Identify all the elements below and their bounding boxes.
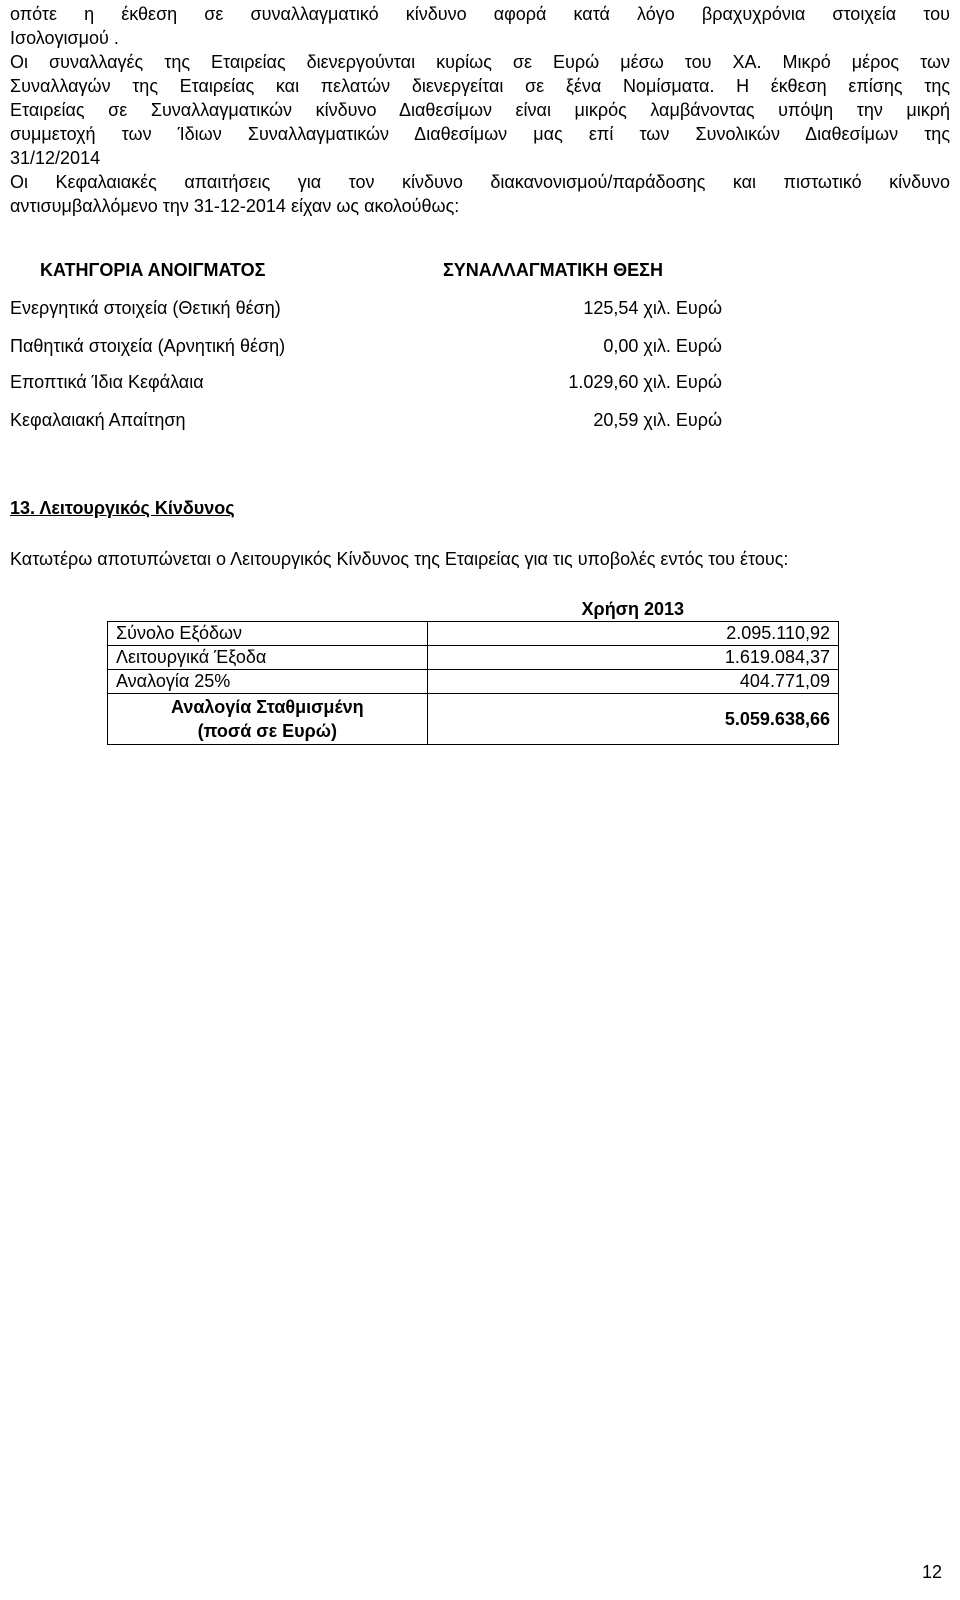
section-title: 13. Λειτουργικός Κίνδυνος xyxy=(10,498,235,518)
exposure-header-row xyxy=(10,260,810,286)
exposure-value: 1.029,60 χιλ. Ευρώ xyxy=(568,372,722,392)
paragraph-line: Εταιρείας σε Συναλλαγματικών κίνδυνο Διαθεσίμων είναι μικρός λαμβάνοντας υπόψη την μικρή xyxy=(10,100,950,120)
total-label-line1: Αναλογία Σταθμισμένη xyxy=(171,697,364,717)
table-total-row xyxy=(108,694,839,745)
column-header-year: Χρήση 2013 xyxy=(427,598,838,622)
paragraph-line: Οι συναλλαγές της Εταιρείας διενεργούνται κυρίως σε Ευρώ μέσω του ΧΑ. Μικρό μέρος των xyxy=(10,52,950,72)
total-label xyxy=(108,694,428,745)
paragraph-line: Οι Κεφαλαιακές απαιτήσεις για τον κίνδυνο διακανονισμού/παράδοσης και πιστωτικό κίνδυνο xyxy=(10,172,950,192)
row-value: 1.619.084,37 xyxy=(427,646,838,670)
paragraph-line: αντισυμβαλλόμενο την 31-12-2014 είχαν ως ακολούθως: xyxy=(10,196,460,216)
section-intro: Κατωτέρω αποτυπώνεται ο Λειτουργικός Κίνδυνος της Εταιρείας για τις υποβολές εντός του έτους: xyxy=(10,549,789,569)
exposure-position-header: ΣΥΝΑΛΛΑΓΜΑΤΙΚΗ ΘΕΣΗ xyxy=(443,260,663,280)
table-header-row xyxy=(108,598,839,622)
paragraph-line: Ισολογισμού . xyxy=(10,28,119,48)
table-row xyxy=(108,646,839,670)
paragraph-line: Συναλλαγών της Εταιρείας και πελατών διενεργείται σε ξένα Νομίσματα. Η έκθεση επίσης της xyxy=(10,76,950,96)
row-label: Σύνολο Εξόδων xyxy=(108,622,428,646)
exposure-label: Παθητικά στοιχεία (Αρνητική θέση) xyxy=(10,336,286,356)
row-value: 404.771,09 xyxy=(427,670,838,694)
exposure-label: Ενεργητικά στοιχεία (Θετική θέση) xyxy=(10,298,281,318)
exposure-row xyxy=(10,298,810,324)
row-label: Λειτουργικά Έξοδα xyxy=(108,646,428,670)
exposure-row xyxy=(10,372,810,398)
exposure-label: Κεφαλαιακή Απαίτηση xyxy=(10,410,186,430)
exposure-row xyxy=(10,336,810,362)
exposure-value: 125,54 χιλ. Ευρώ xyxy=(583,298,722,318)
operational-risk-table xyxy=(107,598,839,745)
page-number: 12 xyxy=(921,1562,942,1582)
exposure-value: 20,59 χιλ. Ευρώ xyxy=(593,410,722,430)
exposure-value: 0,00 χιλ. Ευρώ xyxy=(603,336,722,356)
exposure-row xyxy=(10,410,810,436)
row-value: 2.095.110,92 xyxy=(427,622,838,646)
paragraph-line: συμμετοχή των Ίδιων Συναλλαγματικών Διαθεσίμων μας επί των Συνολικών Διαθεσίμων της xyxy=(10,124,950,144)
row-label: Αναλογία 25% xyxy=(108,670,428,694)
exposure-category-header: ΚΑΤΗΓΟΡΙΑ ΑΝΟΙΓΜΑΤΟΣ xyxy=(40,260,266,280)
total-value: 5.059.638,66 xyxy=(427,694,838,745)
total-label-line2: (ποσά σε Ευρώ) xyxy=(197,721,337,741)
table-row xyxy=(108,670,839,694)
paragraph-line: οπότε η έκθεση σε συναλλαγματικό κίνδυνο αφορά κατά λόγο βραχυχρόνια στοιχεία του xyxy=(10,4,950,24)
exposure-label: Εποπτικά Ίδια Κεφάλαια xyxy=(10,372,204,392)
paragraph-line: 31/12/2014 xyxy=(10,148,101,168)
table-row xyxy=(108,622,839,646)
